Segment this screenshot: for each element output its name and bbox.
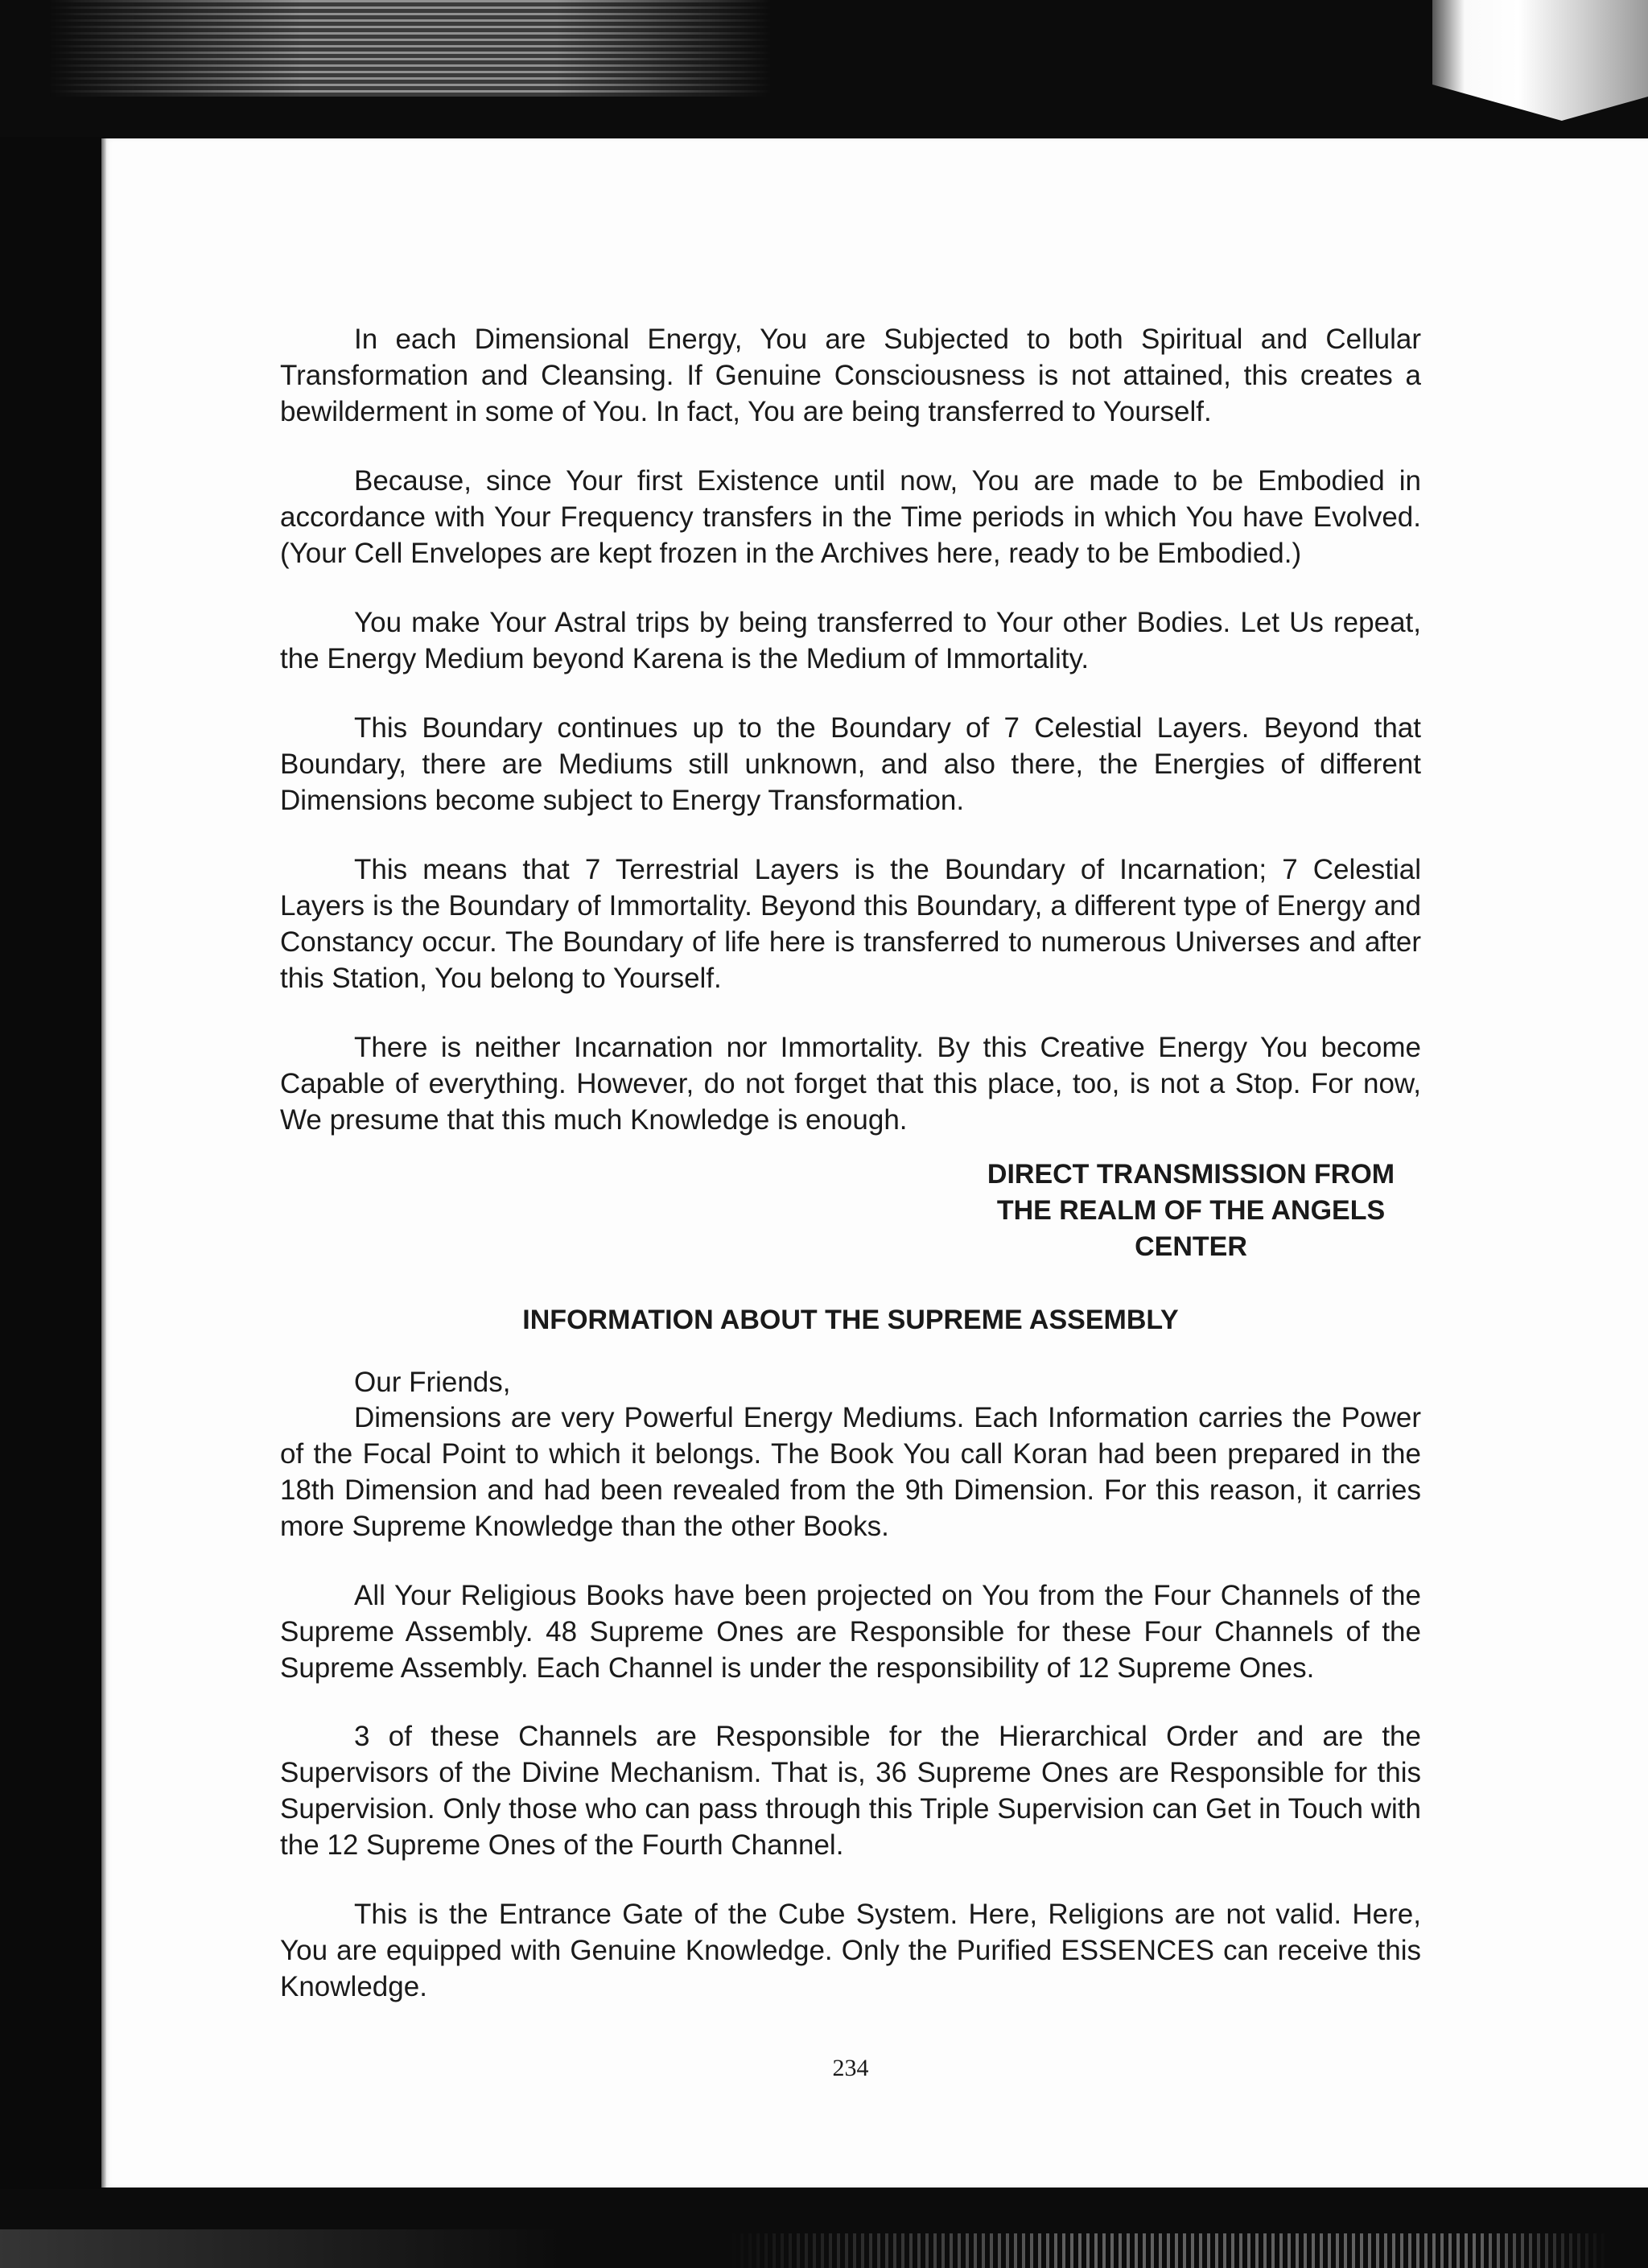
- paragraph-6: There is neither Incarnation nor Immortality. By this Creative Energy You become Capable of everything. However, do not forget that this place, too, is not a Stop. For now, We presume that this much Knowledge is enough.: [280, 1032, 1421, 1136]
- section-heading: INFORMATION ABOUT THE SUPREME ASSEMBLY: [522, 1305, 1179, 1335]
- signature-line-1: DIRECT TRANSMISSION FROM: [987, 1159, 1395, 1190]
- signature-line-3: CENTER: [1135, 1231, 1247, 1262]
- scan-streak-bottom: [724, 2233, 1609, 2268]
- page-edge-shadow: [101, 138, 106, 2188]
- paragraph-9: 3 of these Channels are Responsible for the Hierarchical Order and are the Supervisors of the Divine Mechanism. That is, 36 Supreme Ones are Responsible for this Supervision. Only those who can pass through this Triple Supervision can Get in Touch with the 12 Supreme Ones of the Fourth Channel.: [280, 1721, 1421, 1861]
- paragraph-10: This is the Entrance Gate of the Cube System. Here, Religions are not valid. Here, You are equipped with Genuine Knowledge. Only the Purified ESSENCES can receive this Knowledge.: [280, 1899, 1421, 2002]
- greeting: Our Friends,: [354, 1367, 511, 1398]
- transmission-signature: [933, 1157, 1448, 1265]
- signature-line-2: THE REALM OF THE ANGELS: [996, 1195, 1386, 1226]
- paragraph-8: All Your Religious Books have been projected on You from the Four Channels of the Supreme Assembly. 48 Supreme Ones are Responsible for these Four Channels of the Supreme Assembly. Each Channel is under the responsibility of 12 Supreme Ones.: [280, 1580, 1421, 1684]
- scan-fade-bottom: [0, 2229, 563, 2268]
- paragraph-2: Because, since Your first Existence until now, You are made to be Embodied in accordance with Your Frequency transfers in the Time periods in which You have Evolved. (Your Cell Envelopes are kept frozen in the Archives here, ready to be Embodied.): [280, 465, 1421, 569]
- page-number: 234: [832, 2055, 869, 2081]
- scan-streak-left: [48, 0, 772, 97]
- paragraph-5: This means that 7 Terrestrial Layers is the Boundary of Incarnation; 7 Celestial Layers is the Boundary of Immortality. Beyond this Boundary, a different type of Energy and Constancy occur. The Boundary of life here is transferred to numerous Universes and after this Station, You belong to Yourself.: [280, 854, 1421, 994]
- paragraph-1: In each Dimensional Energy, You are Subjected to both Spiritual and Cellular Transformation and Cleansing. If Genuine Consciousness is not attained, this creates a bewilderment in some of You. In fact, You are being transferred to Yourself.: [280, 324, 1421, 427]
- paragraph-3: You make Your Astral trips by being transferred to Your other Bodies. Let Us repeat, the Energy Medium beyond Karena is the Medium of Immortality.: [280, 607, 1421, 674]
- paragraph-4: This Boundary continues up to the Boundary of 7 Celestial Layers. Beyond that Boundary, there are Mediums still unknown, and also there, the Energies of different Dimensions become subject to Energy Transformation.: [280, 712, 1421, 816]
- paragraph-7: Dimensions are very Powerful Energy Mediums. Each Information carries the Power of the Focal Point to which it belongs. The Book You call Koran had been prepared in the 18th Dimension and had been revealed from the 9th Dimension. For this reason, it carries more Supreme Knowledge than the other Books.: [280, 1402, 1421, 1542]
